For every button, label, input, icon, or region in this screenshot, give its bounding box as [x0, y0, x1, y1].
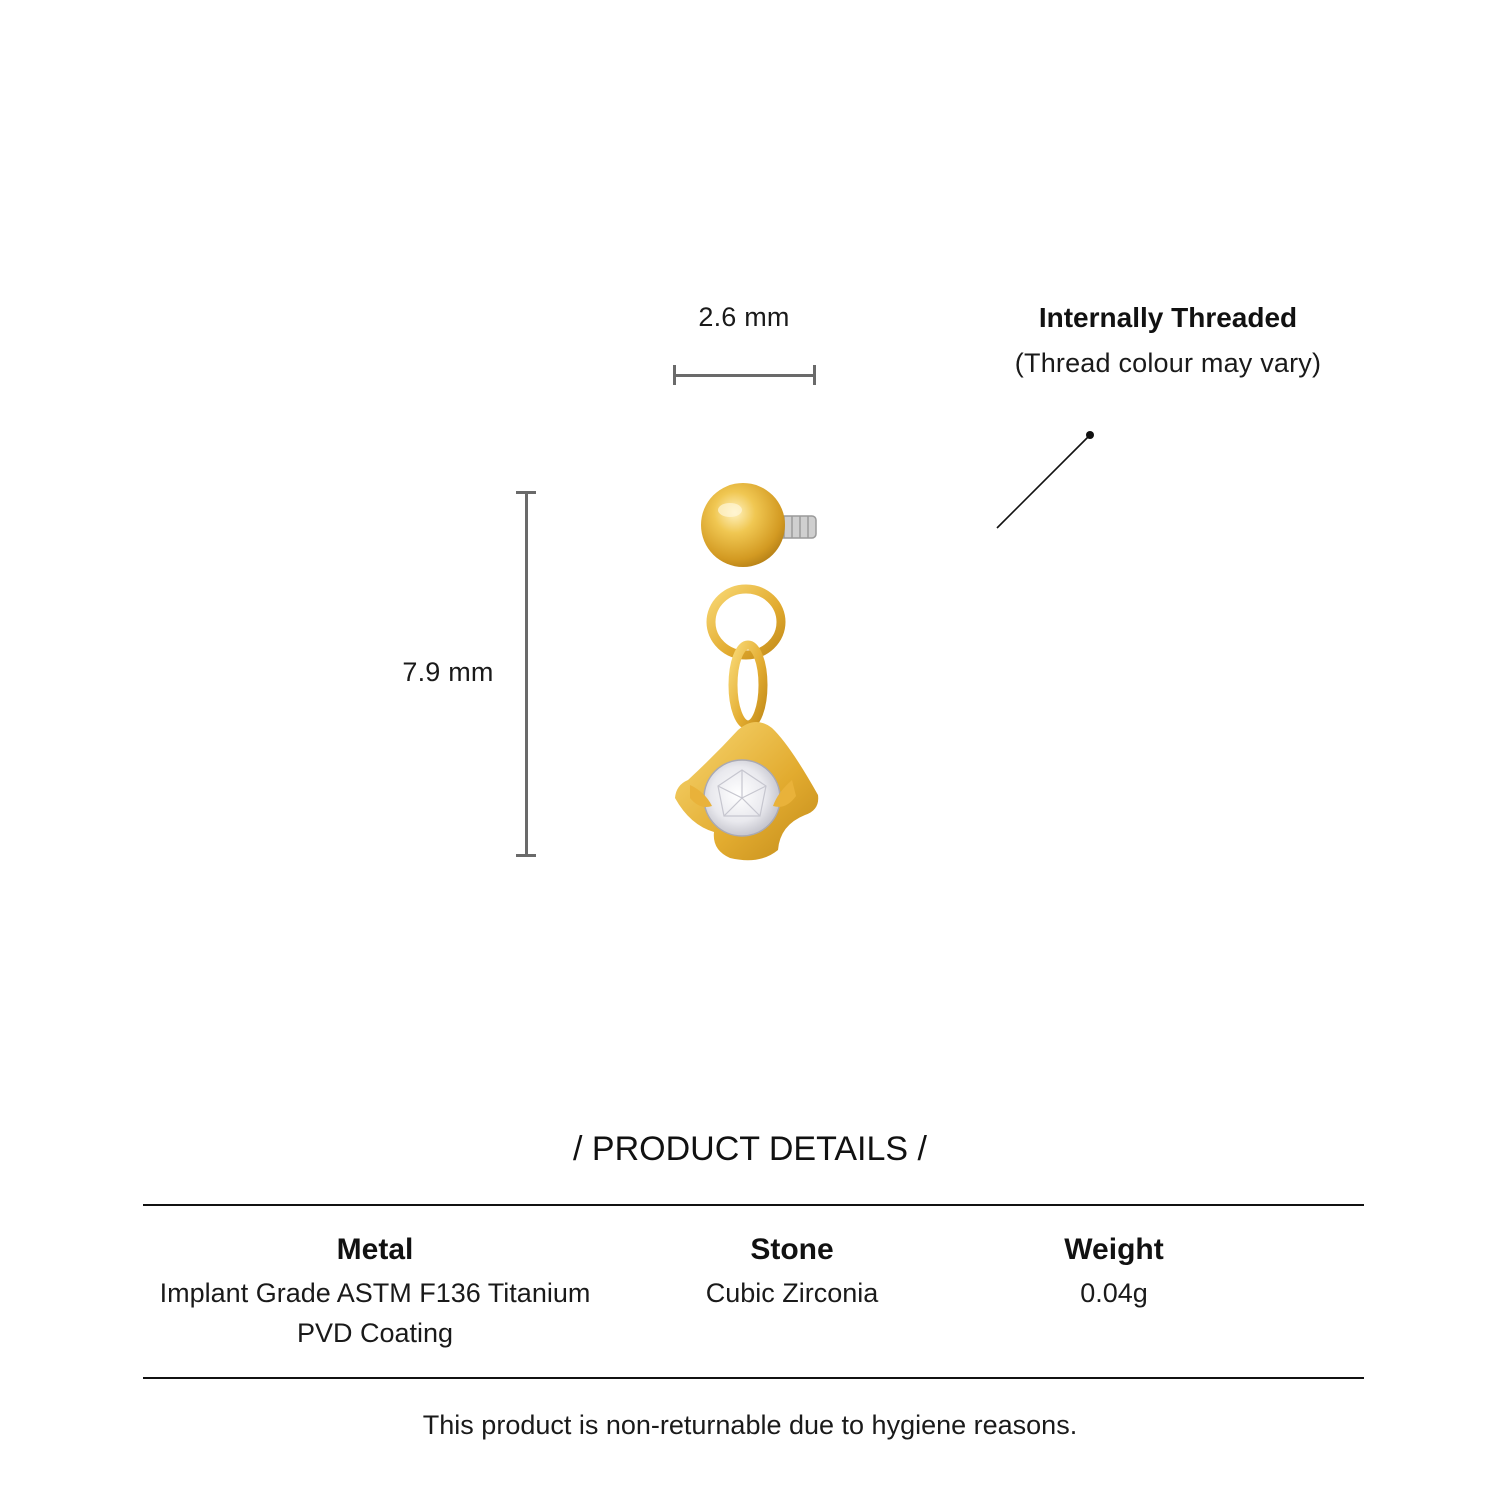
thread-callout-note: (Thread colour may vary): [1014, 348, 1322, 378]
height-dimension-label: 7.9 mm: [402, 657, 494, 687]
stone-header: Stone: [750, 1233, 834, 1266]
divider-top: [143, 1204, 1364, 1206]
thread-callout-leader-line: [985, 425, 1105, 540]
ball-top: [701, 483, 785, 567]
stone-value: Cubic Zirconia: [705, 1278, 879, 1308]
weight-value: 0.04g: [1080, 1278, 1148, 1308]
thread-callout-title: Internally Threaded: [1038, 302, 1298, 333]
weight-header: Weight: [1064, 1233, 1164, 1266]
width-dimension-label: 2.6 mm: [698, 302, 790, 332]
divider-bottom: [143, 1377, 1364, 1379]
metal-value-line-1: Implant Grade ASTM F136 Titanium: [159, 1278, 591, 1308]
returns-notice: This product is non-returnable due to hygiene reasons.: [422, 1410, 1078, 1440]
metal-header: Metal: [336, 1233, 414, 1266]
product-details-heading: / PRODUCT DETAILS /: [573, 1130, 927, 1168]
earring-illustration: [660, 480, 840, 880]
metal-value-line-2: PVD Coating: [296, 1318, 454, 1348]
